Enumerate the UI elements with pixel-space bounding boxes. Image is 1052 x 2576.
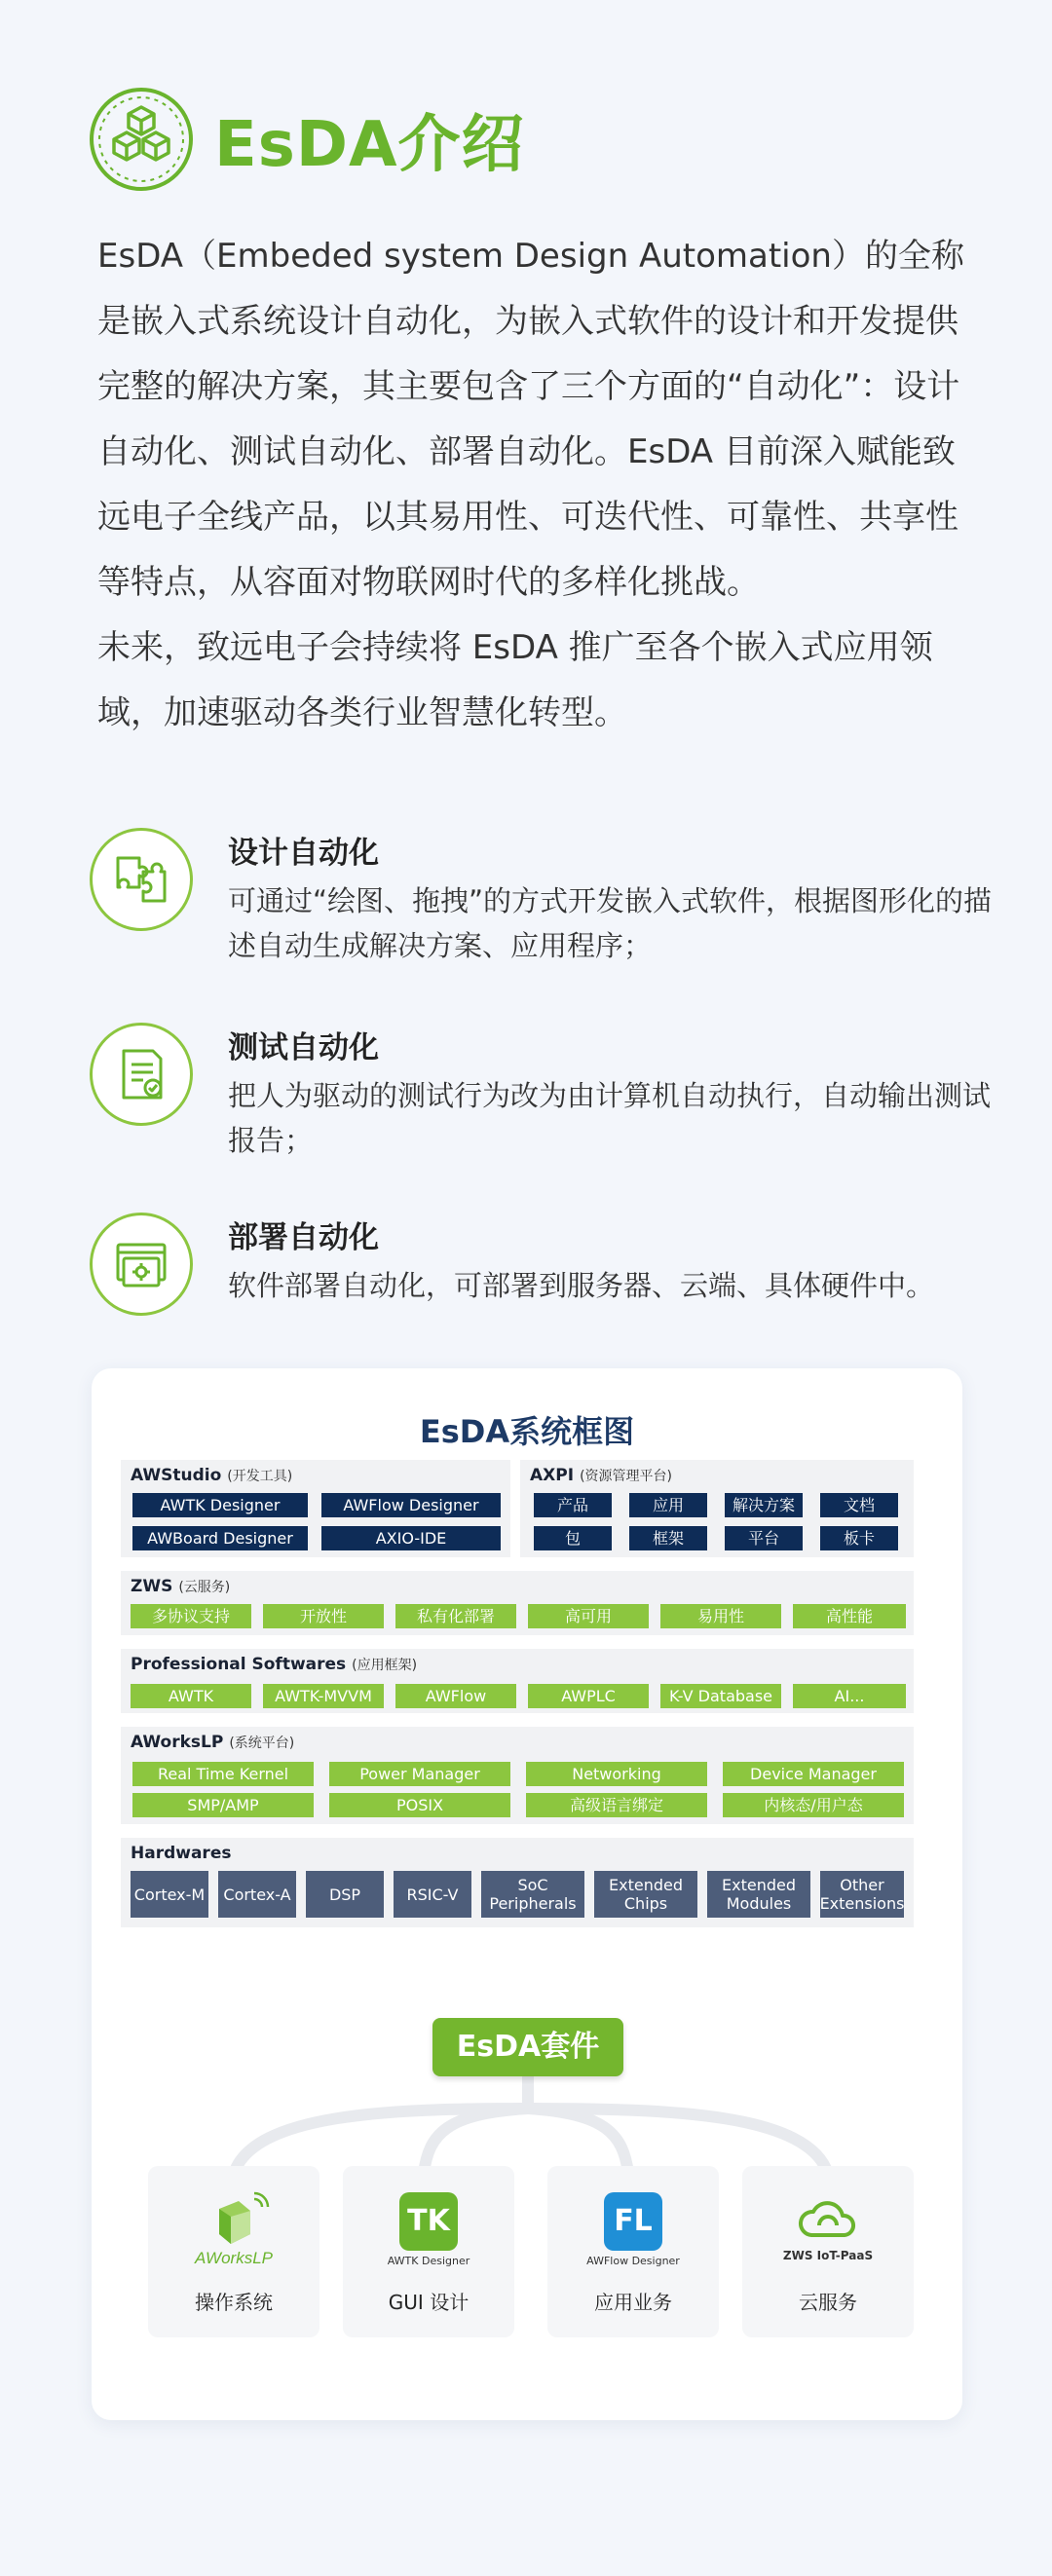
page-title: EsDA介绍 [214, 109, 525, 181]
tag: 应用 [629, 1493, 707, 1517]
panel-title: AWorksLP [131, 1733, 224, 1752]
tag: 高性能 [793, 1604, 906, 1628]
axpi-panel [520, 1460, 914, 1557]
tag: AXIO-IDE [321, 1526, 501, 1550]
zws-panel [121, 1571, 914, 1635]
tag: 开放性 [263, 1604, 384, 1628]
feature-design [90, 828, 993, 962]
tag: 高可用 [528, 1604, 649, 1628]
tag: 文档 [820, 1493, 898, 1517]
tag: 包 [534, 1526, 612, 1550]
tag: Cortex-M [131, 1871, 208, 1918]
tag: AWFlow Designer [321, 1493, 501, 1517]
suite-item-zws-iot-paas[interactable] [742, 2166, 914, 2337]
panel-title: AWStudio [131, 1466, 222, 1485]
tk-logo-icon: TK [399, 2192, 458, 2251]
intro-text [97, 224, 984, 746]
professional-panel [121, 1649, 914, 1713]
tag: Other Extensions [820, 1871, 904, 1918]
puzzle-icon [90, 828, 193, 931]
tag: AWPLC [528, 1684, 649, 1708]
tag: Power Manager [329, 1762, 510, 1786]
feature-title: 设计自动化 [228, 836, 379, 871]
feature-title: 测试自动化 [228, 1030, 379, 1065]
tag: 板卡 [820, 1526, 898, 1550]
esda-suite-button[interactable]: EsDA套件 [432, 2018, 623, 2076]
fl-logo-icon: FL [604, 2192, 662, 2251]
tag: K-V Database [660, 1684, 781, 1708]
zws-logo-text: ZWS IoT-PaaS [782, 2249, 874, 2262]
tag: 产品 [534, 1493, 612, 1517]
panel-note: (应用框架) [352, 1658, 418, 1673]
tag: AWTK-MVVM [263, 1684, 384, 1708]
tag: Cortex-A [218, 1871, 296, 1918]
feature-desc: 软件部署自动化，可部署到服务器、云端、具体硬件中。 [228, 1269, 935, 1302]
panel-note: (资源管理平台) [580, 1469, 672, 1484]
tag: 解决方案 [725, 1493, 803, 1517]
awstudio-panel [121, 1460, 510, 1557]
tag: RSIC-V [394, 1871, 471, 1918]
cloud-icon [794, 2196, 862, 2245]
tag: Networking [526, 1762, 707, 1786]
tag: AI... [793, 1684, 906, 1708]
header [88, 86, 524, 193]
suite-item-sub: AWFlow Designer [586, 2254, 680, 2267]
tag: AWTK Designer [132, 1493, 308, 1517]
suite-item-label: GUI 设计 [388, 2291, 470, 2314]
tag: 内核态/用户态 [723, 1793, 904, 1817]
intro-paragraph: 未来，致远电子会持续将 EsDA 推广至各个嵌入式应用领域，加速驱动各类行业智慧化转型。 [97, 628, 933, 732]
intro-paragraph: EsDA（Embeded system Design Automation）的全称是嵌入式系统设计自动化，为嵌入式软件的设计和开发提供完整的解决方案，其主要包含了三个方面的“自动化”：设计自动化、测试自动化、部署自动化。EsDA 目前深入赋能致远电子全线产品，以其易用性、可迭代性、可靠性、共享性等特点，从容面对物联网时代的多样化挑战。 [97, 237, 964, 602]
aworkslp-logo-text: AWorksLP [195, 2249, 273, 2267]
feature-deploy [90, 1213, 986, 1329]
aworkslp-logo-icon [190, 2189, 278, 2269]
panel-note: (系统平台) [229, 1736, 295, 1751]
feature-desc: 把人为驱动的测试行为改为由计算机自动执行，自动输出测试报告； [228, 1079, 992, 1157]
panel-title: ZWS [131, 1577, 173, 1596]
tag: DSP [306, 1871, 384, 1918]
panel-note: (开发工具) [227, 1469, 293, 1484]
panel-note: (云服务) [178, 1580, 231, 1595]
tag: AWTK [131, 1684, 251, 1708]
tag: 平台 [725, 1526, 803, 1550]
deploy-window-icon [90, 1213, 193, 1316]
suite-item-awflow-designer[interactable] [547, 2166, 719, 2337]
tag: 多协议支持 [131, 1604, 251, 1628]
tag: Real Time Kernel [132, 1762, 314, 1786]
feature-title: 部署自动化 [228, 1220, 379, 1255]
tag: SoC Peripherals [481, 1871, 584, 1918]
feature-desc: 可通过“绘图、拖拽”的方式开发嵌入式软件，根据图形化的描述自动生成解决方案、应用程序； [228, 884, 993, 962]
hardwares-panel [121, 1838, 914, 1927]
tag: 高级语言绑定 [526, 1793, 707, 1817]
suite-item-label: 云服务 [799, 2291, 857, 2314]
tag: AWFlow [395, 1684, 516, 1708]
aworkslp-panel [121, 1727, 914, 1824]
tag: Extended Chips [594, 1871, 697, 1918]
tag: Extended Modules [707, 1871, 810, 1918]
checklist-icon [90, 1023, 193, 1126]
panel-title: Hardwares [131, 1844, 232, 1863]
tag: AWBoard Designer [132, 1526, 308, 1550]
tag: Device Manager [723, 1762, 904, 1786]
panel-title: Professional Softwares [131, 1655, 347, 1674]
suite-item-label: 操作系统 [195, 2291, 273, 2314]
suite-item-aworkslp[interactable] [148, 2166, 319, 2337]
suite-item-sub: AWTK Designer [387, 2254, 470, 2267]
feature-test [90, 1023, 992, 1157]
suite-item-awtk-designer[interactable] [343, 2166, 514, 2337]
tag: 框架 [629, 1526, 707, 1550]
diagram-title: EsDA系统框图 [419, 1413, 635, 1450]
panel-title: AXPI [530, 1466, 575, 1485]
suite-item-label: 应用业务 [594, 2291, 672, 2314]
tag: 易用性 [660, 1604, 781, 1628]
cubes-icon [88, 86, 195, 193]
tag: POSIX [329, 1793, 510, 1817]
tag: SMP/AMP [132, 1793, 314, 1817]
tag: 私有化部署 [395, 1604, 516, 1628]
